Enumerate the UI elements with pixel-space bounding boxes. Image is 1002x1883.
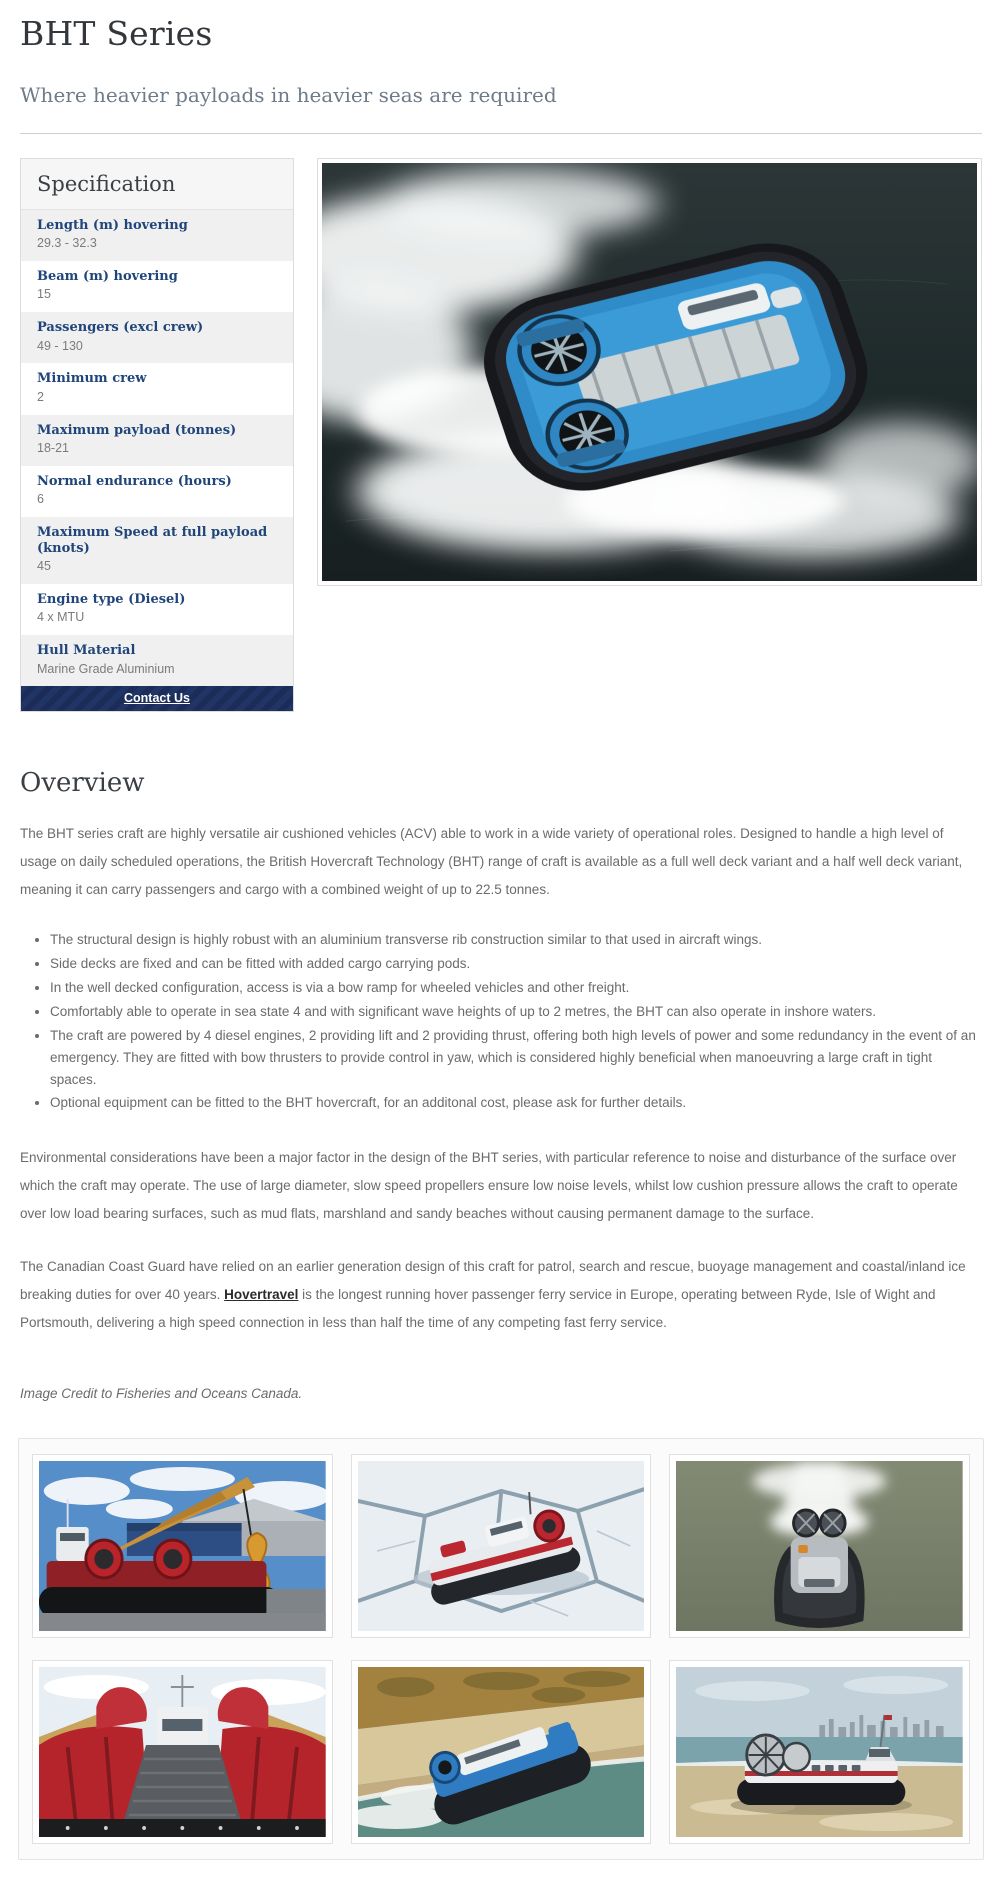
gallery-thumbnail-dock-crane[interactable] bbox=[32, 1454, 333, 1638]
spec-value: 4 x MTU bbox=[37, 610, 85, 625]
beach-run-photo bbox=[358, 1667, 645, 1837]
spec-value: 45 bbox=[37, 559, 51, 574]
aerial-wake-photo bbox=[676, 1461, 963, 1631]
specification-panel bbox=[20, 158, 294, 712]
bullet-item: • The craft are powered by 4 diesel engines, 2 providing lift and 2 providing thrust, offering both high levels of power and some redundancy in the event of an emergency. They are fitted with bow thrusters to provide control in yaw, which is considered highly beneficial when manoeuvring a large craft in tight spaces. bbox=[50, 1025, 982, 1091]
spec-row-endurance bbox=[21, 466, 293, 517]
page-title: BHT Series bbox=[20, 14, 213, 53]
spec-row-minimum-crew bbox=[21, 363, 293, 414]
spec-label: Length (m) hovering bbox=[37, 218, 188, 233]
spec-label: Beam (m) hovering bbox=[37, 269, 178, 285]
gallery-thumbnail-bow-ramp[interactable] bbox=[32, 1660, 333, 1844]
spec-value: 49 - 130 bbox=[37, 338, 83, 353]
gallery-thumbnail-beach-run[interactable] bbox=[351, 1660, 652, 1844]
spec-label: Minimum crew bbox=[37, 371, 147, 387]
coastguard-text-before-link: The Canadian Coast Guard have relied on an earlier generation design of this craft for patrol, search and rescue, buoyage management and coastal/inland ice breaking duties for over 40 years. bbox=[20, 1259, 966, 1302]
header-divider bbox=[20, 133, 982, 134]
coastguard-paragraph bbox=[20, 1253, 982, 1336]
top-section bbox=[0, 158, 1002, 712]
spec-value: 29.3 - 32.3 bbox=[37, 236, 97, 251]
hero-image bbox=[317, 158, 982, 586]
bullet-item: • In the well decked configuration, access is via a bow ramp for wheeled vehicles and other freight. bbox=[50, 977, 982, 999]
spec-value: 2 bbox=[37, 389, 44, 404]
spec-label: Passengers (excl crew) bbox=[37, 320, 204, 336]
gallery-thumbnail-aerial[interactable] bbox=[669, 1454, 970, 1638]
spec-label: Engine type (Diesel) bbox=[37, 592, 186, 608]
spec-row-engine-type bbox=[21, 584, 293, 635]
bullet-item: • Comfortably able to operate in sea state 4 and with significant wave heights of up to 2 metres, the BHT can also operate in inshore waters. bbox=[50, 1001, 982, 1023]
contact-us-button[interactable]: Contact Us bbox=[21, 686, 293, 711]
spec-label: Maximum Speed at full payload (knots) bbox=[37, 524, 268, 556]
beach-skyline-photo bbox=[676, 1667, 963, 1837]
coastguard-text-after-link: is the longest running hover passenger ferry service in Europe, operating between Ryde, Isle of Wight and Portsmouth, delivering a high speed connection in less than half the time of any competing fast ferry service. bbox=[20, 1286, 936, 1330]
bullet-item: • Optional equipment can be fitted to the BHT hovercraft, for an additonal cost, please ask for further details. bbox=[50, 1092, 982, 1114]
spec-label: Normal endurance (hours) bbox=[37, 473, 232, 489]
gallery-thumbnail-ice[interactable] bbox=[351, 1454, 652, 1638]
spec-row-beam bbox=[21, 261, 293, 312]
bow-ramp-photo bbox=[39, 1667, 326, 1837]
page-header bbox=[0, 0, 1002, 107]
spec-value: 15 bbox=[37, 287, 51, 302]
ice-photo bbox=[358, 1461, 645, 1631]
overview-heading: Overview bbox=[20, 768, 145, 799]
spec-label: Maximum payload (tonnes) bbox=[37, 422, 237, 438]
spec-row-max-speed bbox=[21, 517, 293, 584]
spec-row-max-payload bbox=[21, 415, 293, 466]
overview-section bbox=[0, 768, 1002, 1408]
spec-label: Hull Material bbox=[37, 643, 136, 659]
spec-value: 18-21 bbox=[37, 440, 69, 455]
gallery-grid bbox=[32, 1454, 970, 1844]
image-credit: Image Credit to Fisheries and Oceans Canada. bbox=[20, 1386, 303, 1402]
overview-intro-paragraph: The BHT series craft are highly versatile air cushioned vehicles (ACV) able to work in a wide variety of operational roles. Designed to handle a high level of usage on daily scheduled operations, the British Hovercraft Technology (BHT) range of craft is available as a full well deck variant and a half well deck variant, meaning it can carry passengers and cargo with a combined weight of up to 22.5 tonnes. bbox=[20, 826, 963, 897]
hovertravel-link[interactable]: Hovertravel bbox=[224, 1286, 299, 1302]
environment-paragraph: Environmental considerations have been a major factor in the design of the BHT series, with particular reference to noise and disturbance of the surface over which the craft may operate. The use of large diameter, slow speed propellers ensure low noise levels, whilst low cushion pressure allows the craft to operate over low load bearing surfaces, such as mud flats, marshland and sandy beaches without causing permanent damage to the surface. bbox=[20, 1150, 958, 1221]
dock-crane-photo bbox=[39, 1461, 326, 1631]
bullet-item: • The structural design is highly robust with an aluminium transverse rib construction similar to that used in aircraft wings. bbox=[50, 929, 982, 951]
spec-value: Marine Grade Aluminium bbox=[37, 661, 175, 676]
specification-heading: Specification bbox=[21, 159, 293, 210]
hero-hovercraft-illustration bbox=[322, 163, 977, 581]
image-gallery bbox=[18, 1438, 984, 1860]
bullet-item: • Side decks are fixed and can be fitted with added cargo carrying pods. bbox=[50, 953, 982, 975]
spec-row-passengers bbox=[21, 312, 293, 363]
gallery-thumbnail-beach-skyline[interactable] bbox=[669, 1660, 970, 1844]
spec-row-length bbox=[21, 210, 293, 261]
page-subtitle: Where heavier payloads in heavier seas are required bbox=[20, 83, 557, 107]
spec-row-hull-material bbox=[21, 635, 293, 686]
spec-value: 6 bbox=[37, 491, 44, 506]
overview-bullet-list bbox=[20, 929, 982, 1114]
